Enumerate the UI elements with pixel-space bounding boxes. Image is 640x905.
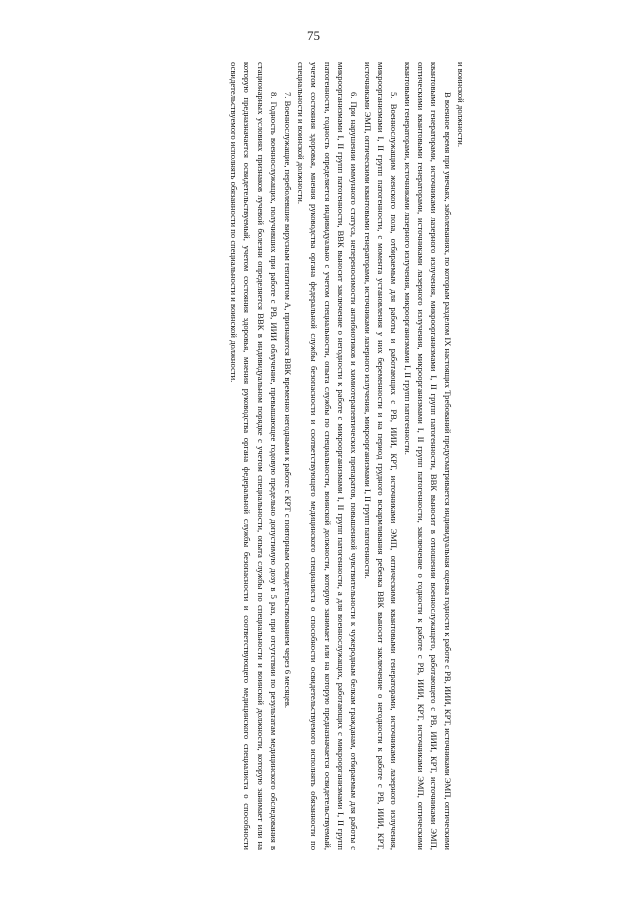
paragraph-continuation: и воинской должности. [456,62,466,148]
paragraph-item-6: 6. При нарушении иммунного статуса, непереносимости антибиотиков и химиотерапевтических препаратов, повышенной чувствительности к чужеродным белкам гражданам, отбираемым для работы с микроорганизмами I, II групп патогенности, ВВК выносит заключение о негодности к работе с микроорганизмами I, II групп патогенности, а для военнослужащих, работающих с микроорганизмами I, II групп патогенности, годность определяется индивидуально с учетом специальности, опыта службы по специальности, воинской должности, которую занимает или на которую предназначается освидетельствуемый, учетом состояния здоровья, мнения руководства органа федеральной службы безопасности и соответствующего медицинского специалиста о способности освидетельствуемого исполнять обязанности по специальности и воинской должности. [295,62,360,850]
paragraph-item-8: 8. Годность военнослужащих, получивших при работе с РВ, ИИИ облучение, превышающее годовую предельно допустимую дозу в 5 раз, при отсутствии по результатам медицинского обследования в стационарных условиях признаков лучевой болезни определяется ВВК в индивидуальном порядке с учетом специальности, опыта службы по специальности и воинской должности, которую занимает или на которую предназначается освидетельствуемый, учетом состояния здоровья, мнения руководства органа федеральной службы безопасности и соответствующего медицинского специалиста о способности освидетельствуемого исполнять обязанности по специальности и воинской должности. [229,62,280,850]
paragraph-wartime: В военное время при увечьях, заболеваниях, по которым разделом IX настоящих Требований предусматривается индивидуальная оценка годности к работе с РВ, ИИИ, КРТ, источниками ЭМП, оптическими квантовыми генераторами, источниками лазерного излучения, микроорганизмами I, II групп патогенности, ВВК выносит в отношении военнослужащего, работающего с РВ, ИИИ, КРТ, источниками ЭМП, оптическими квантовыми генераторами, источниками лазерного излучения, микроорганизмами I, II групп патогенности, заключение о годности к работе с РВ, ИИИ, КРТ, источниками ЭМП, оптическими квантовыми генераторами, источниками лазерного излучения, микроорганизмами I, II групп патогенности. [402,62,453,850]
rotated-body-text [102,62,467,850]
paragraph-item-7: 7. Военнослужащие, переболевшие вирусным гепатитом А, признаются ВВК временно негодными к работе с КРТ с повторным освидетельствованием через 6 месяцев. [282,92,293,709]
paragraph-item-5: 5. Военнослужащим женского пола, отбираемым для работы и работающих с РВ, ИИИ, КРТ, источниками ЭМП, оптическими квантовыми генераторами, источниками лазерного излучения, микроорганизмами I, II групп патогенности, с момента установления у них беременности и на период грудного вскармливания ребенка ВВК выносит заключение о негодности к работе с РВ, ИИИ, КРТ, источниками ЭМП, оптическими квантовыми генераторами, источниками лазерного излучения, микроорганизмами I, II групп патогенности. [362,62,400,850]
page-number: 75 [307,28,320,43]
